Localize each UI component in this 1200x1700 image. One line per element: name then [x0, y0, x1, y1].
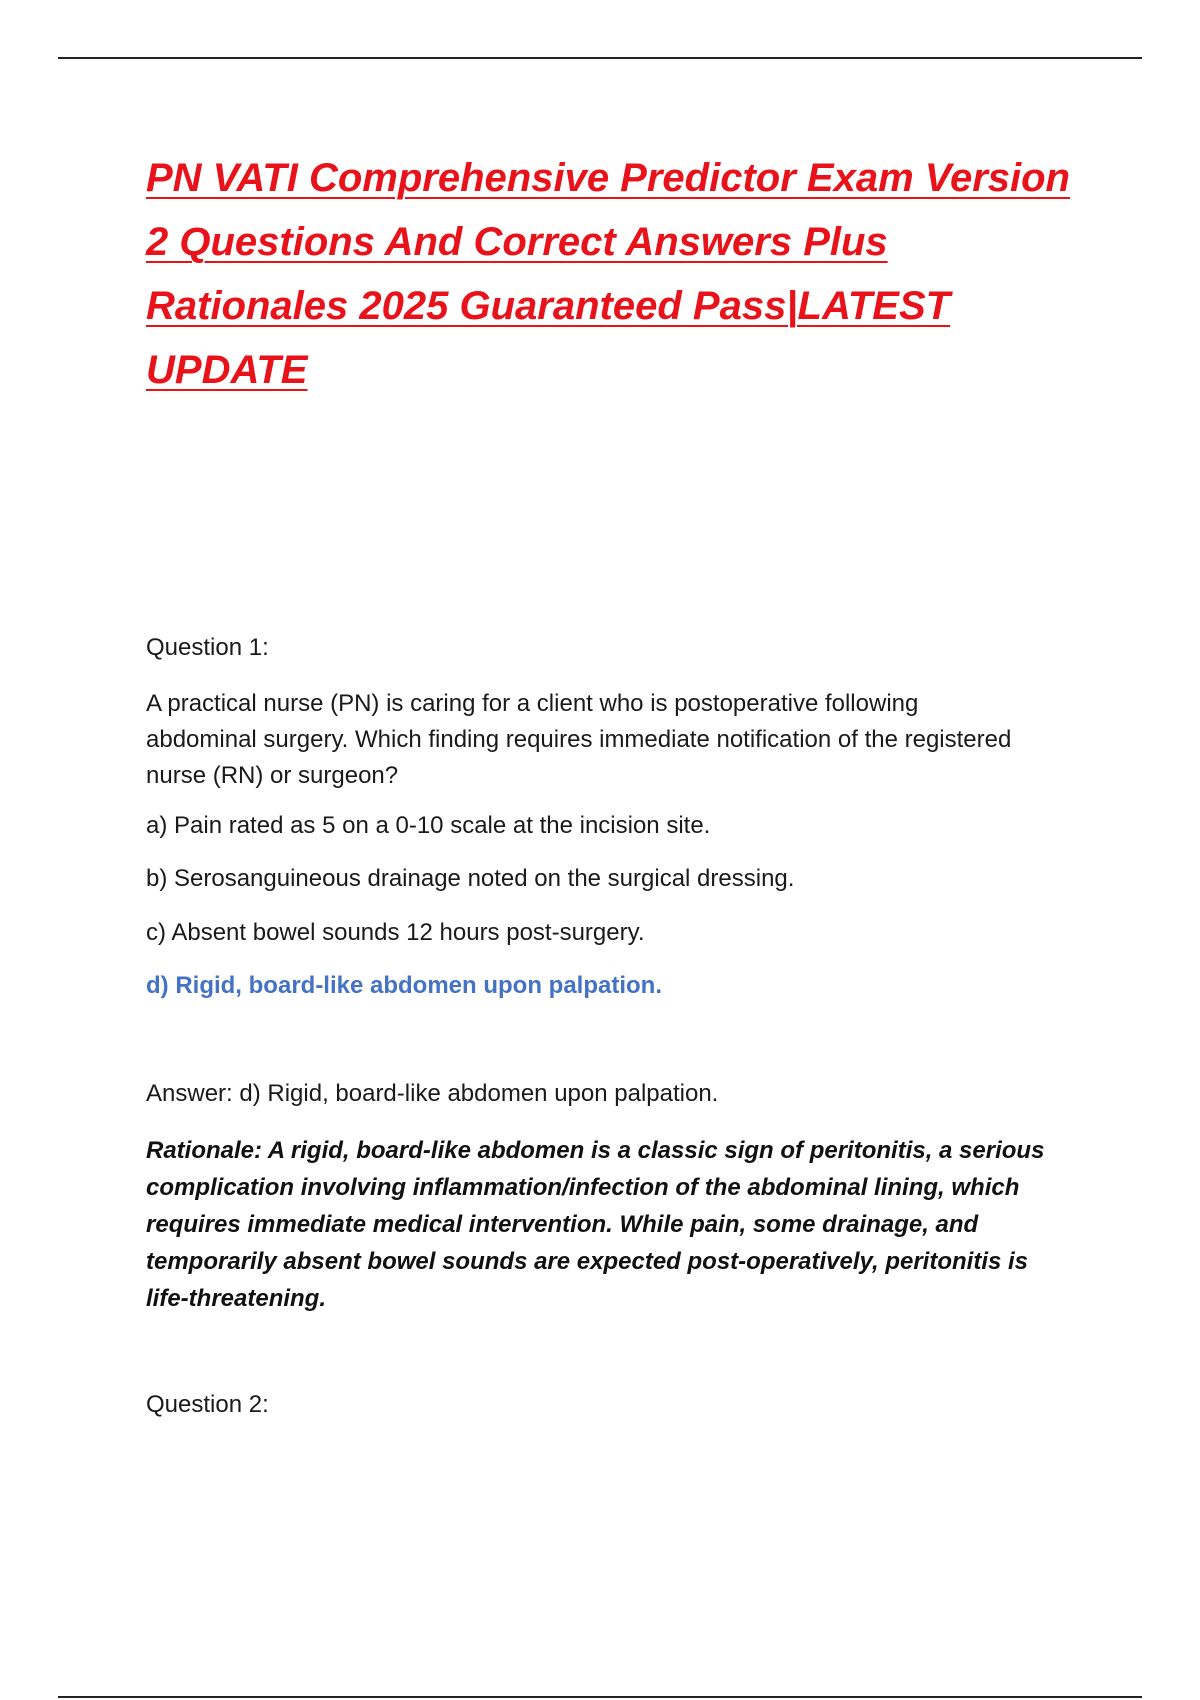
question-1-option-c: c) Absent bowel sounds 12 hours post-surgery.: [146, 919, 645, 946]
question-2-label: Question 2:: [146, 1391, 269, 1418]
footer-rule: [58, 1696, 1142, 1698]
header-rule: [58, 57, 1142, 59]
question-1-option-d-correct: d) Rigid, board-like abdomen upon palpation.: [146, 972, 662, 999]
question-1-option-a: a) Pain rated as 5 on a 0-10 scale at the incision site.: [146, 812, 711, 839]
question-1-rationale: Rationale: A rigid, board-like abdomen is a classic sign of peritonitis, a serious complication involving inflammation/infection of the abdominal lining, which requires immediate medical intervention. While pain, some drainage, and temporarily absent bowel sounds are expected post-operatively, peritonitis is life-threatening.: [146, 1137, 1045, 1312]
question-1-answer: Answer: d) Rigid, board-like abdomen upon palpation.: [146, 1080, 719, 1107]
question-1-stem: A practical nurse (PN) is caring for a client who is postoperative following abdominal surgery. Which finding requires immediate notification of the registered nurse (RN) or surgeon?: [146, 690, 1012, 789]
document-title: PN VATI Comprehensive Predictor Exam Version 2 Questions And Correct Answers Plus Rationales 2025 Guaranteed Pass|LATEST UPDATE: [146, 156, 1070, 392]
question-1-option-b: b) Serosanguineous drainage noted on the surgical dressing.: [146, 865, 795, 892]
page-content: [146, 146, 1096, 1418]
question-1-label: Question 1:: [146, 634, 269, 661]
